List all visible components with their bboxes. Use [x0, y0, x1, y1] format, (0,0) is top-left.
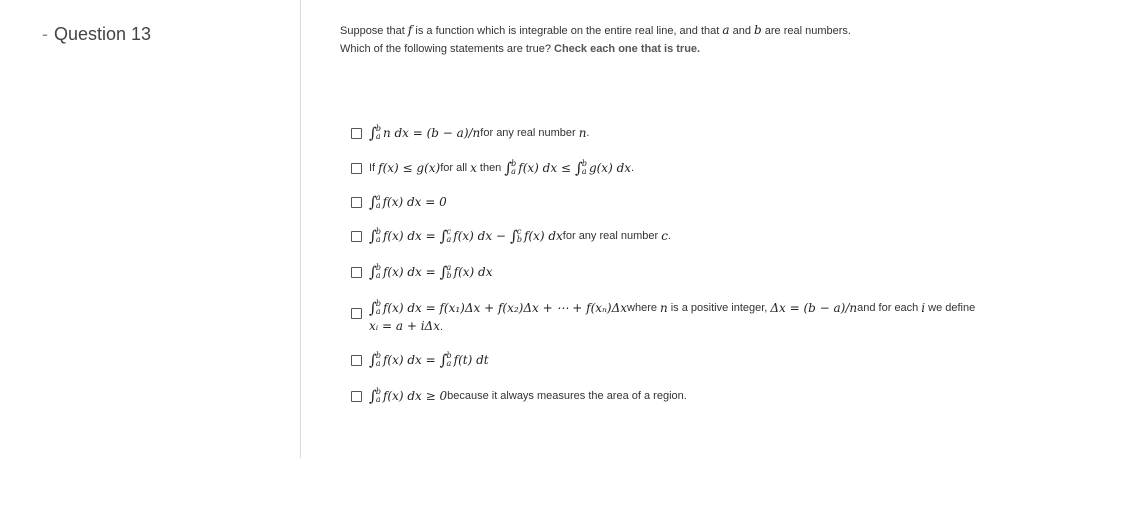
- integral-sign-icon: ∫: [369, 263, 377, 281]
- option-text: .: [667, 230, 671, 242]
- integral-sign-icon: ∫: [369, 124, 377, 142]
- option-var: n: [660, 301, 668, 315]
- checkbox-option-2[interactable]: [351, 163, 362, 174]
- lower-limit: a: [375, 271, 381, 280]
- upper-limit: b: [375, 387, 381, 396]
- option-math: f(x) dx ≥ 0: [382, 389, 448, 403]
- lower-limit: a: [446, 235, 452, 244]
- option-math: Δx = (b − a)/n: [770, 301, 858, 315]
- checkbox-option-8[interactable]: [351, 391, 362, 402]
- lower-limit: a: [375, 359, 381, 368]
- intro-text: and: [729, 25, 754, 37]
- option-text: .: [631, 162, 635, 174]
- lower-limit: a: [375, 201, 381, 210]
- option-6-lines: [369, 299, 975, 333]
- lower-limit: a: [511, 167, 516, 176]
- option-7: [351, 351, 489, 369]
- lower-limit: a: [375, 235, 381, 244]
- integral-sign-icon: ∫: [439, 351, 448, 369]
- intro-statement: [340, 23, 851, 37]
- upper-limit: b: [511, 159, 517, 168]
- collapse-dash-icon[interactable]: -: [42, 24, 48, 44]
- option-var: i: [921, 301, 926, 315]
- integral-limits: [376, 228, 381, 244]
- option-var: c: [661, 229, 668, 243]
- upper-limit: b: [375, 124, 381, 133]
- integral-sign-icon: ∫: [369, 387, 377, 405]
- integral-limits: [582, 160, 587, 176]
- option-text: for all: [440, 162, 468, 174]
- lower-limit: a: [375, 132, 381, 141]
- option-var: n: [578, 126, 587, 140]
- lower-limit: b: [446, 271, 452, 280]
- instruction-bold: Check each one that is true.: [554, 43, 701, 55]
- integral-limits: [447, 352, 452, 368]
- upper-limit: c: [516, 227, 522, 236]
- intro-var-b: b: [754, 23, 762, 37]
- option-math: f(x) dx −: [453, 229, 506, 243]
- question-sidebar: [0, 0, 301, 458]
- option-4: [351, 227, 671, 245]
- checkbox-option-1[interactable]: [351, 128, 362, 139]
- intro-text: are real numbers.: [761, 25, 851, 37]
- upper-limit: a: [446, 263, 452, 272]
- option-math: f(x) ≤ g(x): [378, 161, 441, 175]
- option-text: is a positive integer,: [670, 302, 768, 314]
- option-math: f(t) dt: [453, 353, 489, 367]
- option-math: f(x) dx: [523, 229, 563, 243]
- option-5: [351, 263, 492, 281]
- option-text: .: [439, 321, 444, 333]
- checkbox-option-5[interactable]: [351, 267, 362, 278]
- instruction-text: Which of the following statements are true?: [340, 43, 554, 55]
- option-6-line-2: [369, 319, 975, 333]
- integral-limits: [376, 300, 381, 316]
- integral-sign-icon: ∫: [369, 351, 377, 369]
- intro-var-f: f: [407, 23, 413, 37]
- option-2: [351, 159, 634, 177]
- integral-limits: [376, 388, 381, 404]
- option-math: f(x) dx =: [382, 353, 436, 367]
- upper-limit: b: [375, 299, 381, 308]
- integral-sign-icon: ∫: [504, 159, 513, 177]
- intro-text: Suppose that: [340, 25, 408, 37]
- option-text: then: [479, 162, 502, 174]
- option-math: f(x) dx =: [382, 265, 436, 279]
- option-6-line-1: [369, 299, 975, 317]
- option-math: f(x) dx = f(x₁)Δx + f(x₂)Δx + ⋯ + f(xₙ)Δx: [382, 301, 628, 315]
- option-1: [351, 124, 589, 142]
- integral-limits: [517, 228, 522, 244]
- option-text: because it always measures the area of a region.: [447, 390, 687, 402]
- lower-limit: a: [581, 167, 587, 176]
- lower-limit: b: [516, 235, 522, 244]
- integral-sign-icon: ∫: [574, 159, 583, 177]
- integral-sign-icon: ∫: [439, 263, 448, 281]
- option-8: [351, 387, 687, 405]
- checkbox-option-6[interactable]: [351, 308, 362, 319]
- option-text: where: [627, 302, 657, 314]
- option-text: If: [369, 162, 376, 174]
- option-6: [351, 299, 975, 333]
- integral-limits: [376, 125, 381, 141]
- option-text: for any real number: [562, 230, 659, 242]
- lower-limit: a: [375, 395, 381, 404]
- question-title: Question 13: [54, 24, 152, 44]
- upper-limit: b: [446, 351, 452, 360]
- option-math: f(x) dx: [453, 265, 493, 279]
- integral-sign-icon: ∫: [369, 299, 377, 317]
- integral-limits: [447, 264, 452, 280]
- integral-limits: [447, 228, 452, 244]
- upper-limit: b: [375, 227, 381, 236]
- upper-limit: b: [581, 159, 587, 168]
- option-math: n dx = (b − a)/n: [382, 126, 481, 140]
- integral-limits: [376, 194, 381, 210]
- option-math: f(x) dx = 0: [382, 195, 447, 209]
- checkbox-option-7[interactable]: [351, 355, 362, 366]
- option-3: [351, 193, 447, 211]
- intro-var-a: a: [722, 23, 730, 37]
- upper-limit: a: [375, 193, 381, 202]
- checkbox-option-3[interactable]: [351, 197, 362, 208]
- integral-limits: [376, 264, 381, 280]
- option-var: x: [470, 161, 477, 175]
- upper-limit: c: [446, 227, 451, 236]
- option-text: and for each: [857, 302, 919, 314]
- option-text: for any real number: [480, 127, 576, 139]
- integral-limits: [376, 352, 381, 368]
- upper-limit: b: [375, 351, 381, 360]
- option-math: f(x) dx ≤: [518, 161, 571, 175]
- lower-limit: a: [375, 307, 381, 316]
- option-text: we define: [928, 302, 976, 314]
- option-math: xᵢ = a + iΔx: [369, 319, 440, 333]
- upper-limit: b: [375, 263, 381, 272]
- intro-instruction: [340, 43, 700, 55]
- option-math: g(x) dx: [588, 161, 632, 175]
- intro-text: is a function which is integrable on the entire real line, and that: [412, 25, 723, 37]
- option-text: .: [586, 127, 590, 139]
- question-header[interactable]: [42, 24, 151, 45]
- option-math: f(x) dx =: [382, 229, 436, 243]
- integral-sign-icon: ∫: [510, 227, 518, 245]
- integral-sign-icon: ∫: [439, 227, 448, 245]
- checkbox-option-4[interactable]: [351, 231, 362, 242]
- integral-sign-icon: ∫: [369, 193, 377, 211]
- integral-limits: [511, 160, 516, 176]
- lower-limit: a: [446, 359, 452, 368]
- integral-sign-icon: ∫: [369, 227, 377, 245]
